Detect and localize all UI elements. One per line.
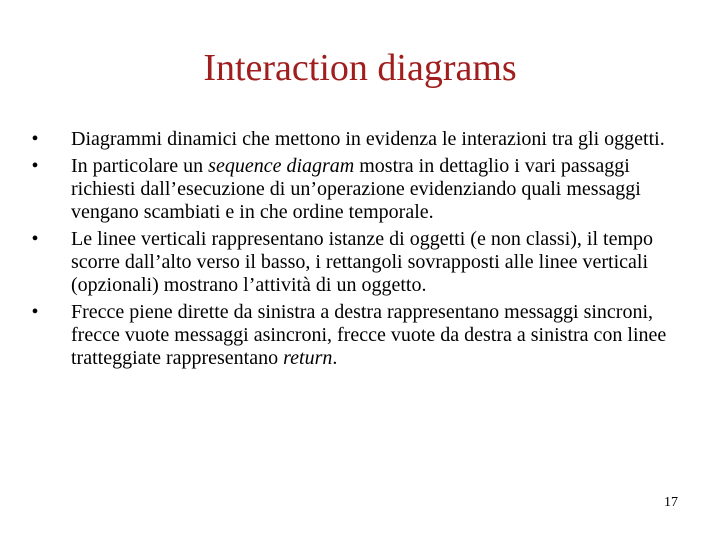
bullet-item-3 [28,228,688,297]
bullet-item-4 [28,301,688,370]
bullet-text-before: Frecce piene dirette da sinistra a destra rappresentano messaggi sincroni, frecce vuote messaggi asincroni, frecce vuote da destra a sinistra con linee tratteggiate rappresentano [71,301,667,369]
bullet-emphasis: return [283,347,333,369]
bullet-item-2 [28,155,688,224]
bullet-text-before: In particolare un [71,155,209,177]
bullet-marker: • [31,128,39,150]
slide-title: Interaction diagrams [203,47,517,89]
bullet-text-after: . [332,347,338,369]
bullet-list [28,128,688,374]
bullet-emphasis: sequence diagram [208,155,355,177]
bullet-marker: • [31,228,39,250]
bullet-marker: • [31,155,39,177]
bullet-marker: • [31,301,39,323]
bullet-text-after: mostra in dettaglio i vari passaggi richiesti dall’esecuzione di un’operazione evidenziando quali messaggi vengano scambiati e in che ordine temporale. [71,155,641,223]
page-number: 17 [664,495,678,510]
bullet-text: Le linee verticali rappresentano istanze di oggetti (e non classi), il tempo scorre dall’alto verso il basso, i rettangoli sovrapposti alle linee verticali (opzionali) mostrano l’attività di un oggetto. [71,228,654,296]
bullet-item-1 [28,128,688,151]
bullet-text: Diagrammi dinamici che mettono in evidenza le interazioni tra gli oggetti. [71,128,665,150]
